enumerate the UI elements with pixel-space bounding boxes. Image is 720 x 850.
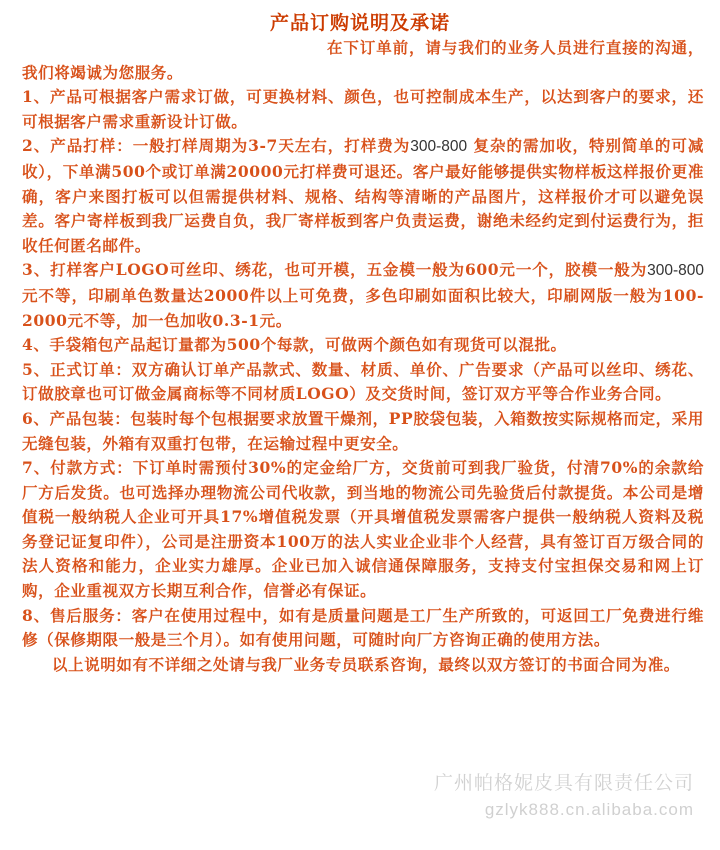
item-3-logo	[22, 258, 704, 333]
item-5-formal-order: 5、正式订单：双方确认订单产品款式、数量、材质、单价、广告要求（产品可以丝印、绣花、订做胶章也可订做金属商标等不同材质LOGO）及交货时间，签订双方平等合作业务合同。	[22, 359, 704, 404]
watermark-company: 广州帕格妮皮具有限责任公司	[433, 773, 694, 794]
item-2-sampling	[22, 134, 704, 258]
document-title: 产品订购说明及承诺	[269, 12, 450, 34]
intro-paragraph: 在下订单前，请与我们的业务人员进行直接的沟通，我们将竭诚为您服务。	[22, 38, 704, 82]
item-6-packaging: 6、产品包装：包装时每个包根据要求放置干燥剂，PP胶袋包装，入箱数按实际规格而定，采用无缝包装，外箱有双重打包带，在运输过程中更安全。	[22, 408, 704, 453]
item-4-moq: 4、手袋箱包产品起订量都为500个每款，可做两个颜色如有现货可以混批。	[22, 335, 567, 355]
item-1-custom-order: 1、产品可根据客户需求订做，可更换材料、颜色，也可控制成本生产，以达到客户的要求，还可根据客户需求重新设计订做。	[22, 87, 704, 131]
document-body	[22, 36, 704, 677]
item-8-after-sales: 8、售后服务：客户在使用过程中，如有是质量问题是工厂生产所致的，可返回工厂免费进行维修（保修期限一般是三个月）。如有使用问题，可随时向厂方咨询正确的使用方法。	[22, 605, 704, 650]
item-3-text-b: 元不等，印刷单色数量达2000件以上可免费，多色印刷如面积比较大，印刷网版一般为100-2000元不等，加一色加收0.3-1元。	[22, 285, 704, 330]
closing-paragraph: 以上说明如有不详细之处请与我厂业务专员联系咨询，最终以双方签订的书面合同为准。	[52, 654, 680, 674]
item-2-sample-fee: 300-800	[410, 138, 468, 156]
item-7-payment: 7、付款方式：下订单时需预付30%的定金给厂方，交货前可到我厂验货，付清70%的余款给厂方后发货。也可选择办理物流公司代收款，到当地的物流公司先验货后付款提货。本公司是增值税一般纳税人企业可开具17%增值税发票（开具增值税发票需客户提供一般纳税人资料及税务登记证复印件），公司是注册资本100万的法人实业企业非个人经营，具有签订百万级合同的法人资格和能力，企业实力雄厚。企业已加入诚信通保障服务，支持支付宝担保交易和网上订购，企业重视双方长期互利合作，信誉必有保证。	[22, 458, 704, 601]
item-2-text-b: 复杂的需加收，特别简单的可减收），下单满500个或订单满20000元打样费可退还。客户最好能够提供实物样板这样报价更准确，客户来图打板可以但需提供材料、规格、结构等清晰的产品图片，这样报价才可以避免误差。客户寄样板到我厂运费自负，我厂寄样板到客户负责运费，谢绝未经约定到付运费行为，拒收任何匿名邮件。	[22, 136, 704, 255]
item-3-mold-fee: 300-800	[647, 262, 704, 280]
watermark-site: gzlyk888.cn.alibaba.com	[484, 800, 694, 819]
item-3-text-a: 3、打样客户LOGO可丝印、绣花，也可开模，五金模一般为600元一个，胶模一般为	[22, 260, 648, 280]
item-2-text-a: 2、产品打样：一般打样周期为3-7天左右，打样费为	[22, 136, 411, 156]
